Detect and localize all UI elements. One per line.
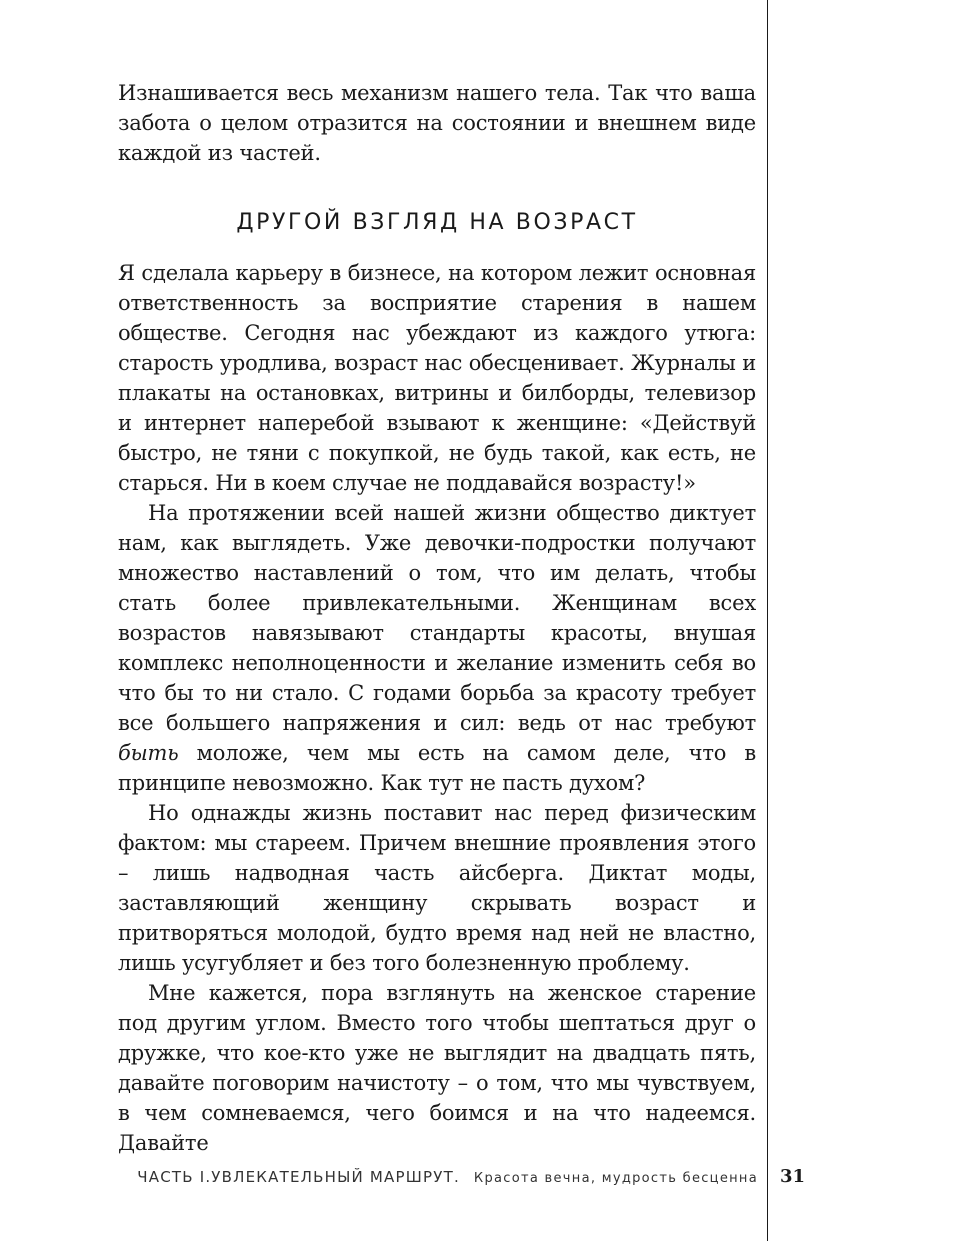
paragraph-1: Я сделала карьеру в бизнесе, на котором лежит основная ответственность за восприятие старения в нашем обществе. Сегодня нас убеждают из каждого утюга: старость уродлива, возраст нас обесценивает. Журналы и плакаты на остановках, витрины и билборды, телевизор и интернет наперебой взывают к женщине: «Действуй быстро, не тяни с покупкой, не будь такой, как есть, не старься. Ни в коем случае не поддавайся возрасту!» bbox=[118, 261, 756, 495]
paragraph-2-start: На протяжении всей нашей жизни общество диктует нам, как выглядеть. Уже девочки-подростки получают множество наставлений о том, что им делать, чтобы стать более привлекательными. Женщинам всех возрастов навязывают стандарты красоты, внушая комплекс неполноценности и желание изменить себя во что бы то ни стало. С годами борьба за красоту требует все большего напряжения и сил: ведь от нас требуют bbox=[118, 501, 756, 735]
section-heading: ДРУГОЙ ВЗГЛЯД НА ВОЗРАСТ bbox=[236, 210, 638, 235]
running-footer bbox=[0, 1168, 758, 1186]
body-text bbox=[118, 258, 756, 1158]
paragraph-2 bbox=[118, 498, 756, 798]
paragraph-2-end: моложе, чем мы есть на самом деле, что в принципе невозможно. Как тут не пасть духом? bbox=[118, 741, 756, 795]
page-number: 31 bbox=[780, 1166, 806, 1187]
vertical-margin-rule bbox=[767, 0, 768, 1241]
paragraph-2-italic: быть bbox=[118, 741, 179, 765]
paragraph-4: Мне кажется, пора взглянуть на женское старение под другим углом. Вместо того чтобы шептаться друг о дружке, что кое-кто уже не выглядит на двадцать пять, давайте поговорим начистоту – о том, что мы чувствуем, в чем сомневаемся, чего боимся и на что надеемся. Давайте bbox=[118, 981, 756, 1155]
footer-part-title: ЧАСТЬ I.УВЛЕКАТЕЛЬНЫЙ МАРШРУТ. bbox=[137, 1168, 460, 1186]
footer-chapter-title: Красота вечна, мудрость бесценна bbox=[473, 1171, 758, 1186]
intro-text bbox=[118, 78, 756, 168]
paragraph-3: Но однажды жизнь поставит нас перед физическим фактом: мы стареем. Причем внешние проявления этого – лишь надводная часть айсберга. Диктат моды, заставляющий женщину скрывать возраст и притворяться молодой, будто время над ней не властно, лишь усугубляет и без того болезненную проблему. bbox=[118, 801, 756, 975]
intro-paragraph: Изнашивается весь механизм нашего тела. Так что ваша забота о целом отразится на состоянии и внешнем виде каждой из частей. bbox=[118, 81, 756, 165]
